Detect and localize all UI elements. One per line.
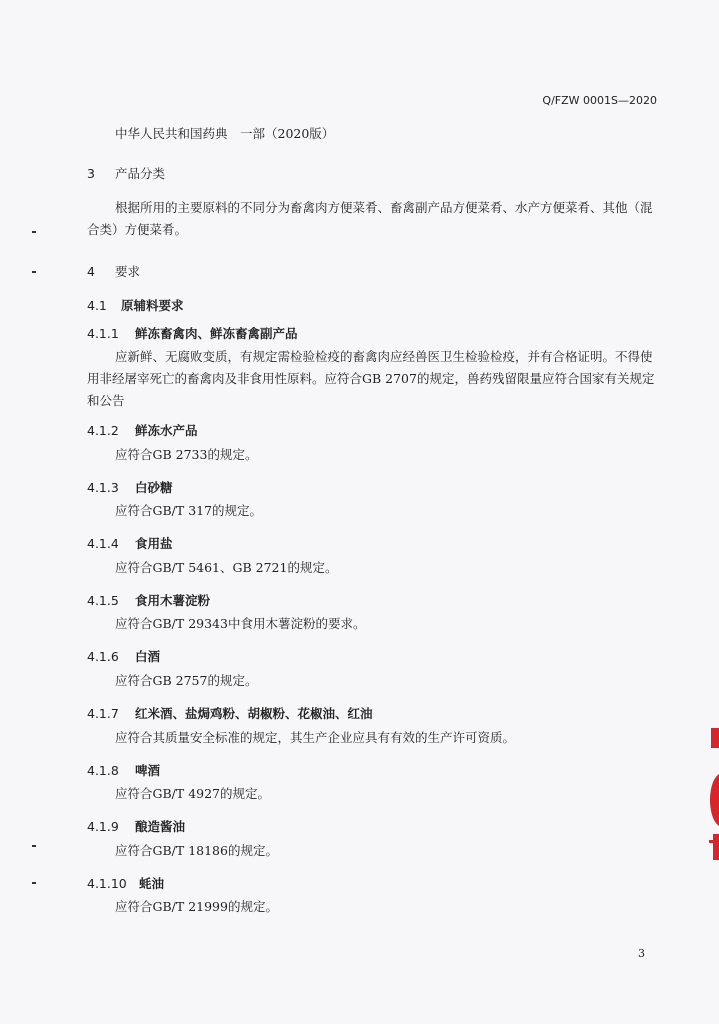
margin-mark <box>32 845 36 847</box>
paragraph-4-1-1: 应新鲜、无腐败变质，有规定需检验检疫的畜禽肉应经兽医卫生检验检疫，并有合格证明。不得使用非经屠宰死亡的畜禽肉及非食用性原料。应符合GB 2707的规定，兽药残留限量应符合国家有关规定和公告 <box>87 349 655 408</box>
section-title: 产品分类 <box>115 166 166 181</box>
section-number: 4.1.6 <box>87 649 119 664</box>
section-title: 蚝油 <box>139 876 165 891</box>
section-title: 酿造酱油 <box>135 819 186 834</box>
section-heading-4-1-2 <box>87 421 198 439</box>
section-number: 4.1.10 <box>87 876 127 891</box>
section-number: 4.1.7 <box>87 706 119 721</box>
section-heading-4-1-1 <box>87 324 298 342</box>
section-heading-4-1-9 <box>87 817 185 835</box>
document-code: Q/FZW 0001S—2020 <box>542 94 657 107</box>
section-title: 食用盐 <box>135 536 173 551</box>
section-number: 4.1.9 <box>87 819 119 834</box>
paragraph-4-1-6: 应符合GB 2757的规定。 <box>115 673 258 688</box>
section-number: 4 <box>87 264 95 279</box>
paragraph-4-1-5: 应符合GB/T 29343中食用木薯淀粉的要求。 <box>115 616 366 631</box>
section-heading-4-1-10 <box>87 874 164 892</box>
section-title: 啤酒 <box>135 763 161 778</box>
paragraph-4-1-8: 应符合GB/T 4927的规定。 <box>115 786 271 801</box>
paragraph-4-1-7: 应符合其质量安全标准的规定，其生产企业应具有有效的生产许可资质。 <box>115 730 516 745</box>
section-title: 鲜冻水产品 <box>135 423 198 438</box>
section-title: 鲜冻畜禽肉、鲜冻畜禽副产品 <box>135 326 298 341</box>
section-number: 4.1.8 <box>87 763 119 778</box>
section-heading-4 <box>87 262 140 280</box>
paragraph-4-1-4: 应符合GB/T 5461、GB 2721的规定。 <box>115 560 338 575</box>
section-heading-4-1-4 <box>87 534 173 552</box>
margin-mark <box>32 882 36 884</box>
section-title: 食用木薯淀粉 <box>135 593 211 608</box>
section-title: 要求 <box>115 264 141 279</box>
section-number: 3 <box>87 166 95 181</box>
section-number: 4.1.5 <box>87 593 119 608</box>
section-heading-3 <box>87 164 165 182</box>
section-number: 4.1.3 <box>87 480 119 495</box>
reference-line: 中华人民共和国药典 一部（2020版） <box>115 126 335 141</box>
paragraph-4-1-10: 应符合GB/T 21999的规定。 <box>115 899 278 914</box>
section-heading-4-1-8 <box>87 761 160 779</box>
paragraph-4-1-2: 应符合GB 2733的规定。 <box>115 447 258 462</box>
page-number: 3 <box>638 947 645 960</box>
section-title: 白砂糖 <box>135 480 173 495</box>
section-number: 4.1.2 <box>87 423 119 438</box>
paragraph-4-1-9: 应符合GB/T 18186的规定。 <box>115 843 278 858</box>
section-title: 白酒 <box>135 649 161 664</box>
section-number: 4.1 <box>87 298 107 313</box>
section-heading-4-1-7 <box>87 704 373 722</box>
section-heading-4-1-6 <box>87 647 160 665</box>
section-heading-4-1 <box>87 296 184 314</box>
paragraph-4-1-3: 应符合GB/T 317的规定。 <box>115 503 263 518</box>
section-title: 原辅料要求 <box>121 298 184 313</box>
margin-mark <box>32 271 36 273</box>
margin-mark <box>32 231 36 233</box>
paragraph-3: 根据所用的主要原料的不同分为畜禽肉方便菜肴、畜禽副产品方便菜肴、水产方便菜肴、其他（混合类）方便菜肴。 <box>87 200 653 237</box>
section-title: 红米酒、盐焗鸡粉、胡椒粉、花椒油、红油 <box>135 706 373 721</box>
section-heading-4-1-5 <box>87 591 210 609</box>
section-number: 4.1.4 <box>87 536 119 551</box>
section-number: 4.1.1 <box>87 326 119 341</box>
section-heading-4-1-3 <box>87 478 173 496</box>
red-seal-stamp-icon <box>705 722 719 864</box>
